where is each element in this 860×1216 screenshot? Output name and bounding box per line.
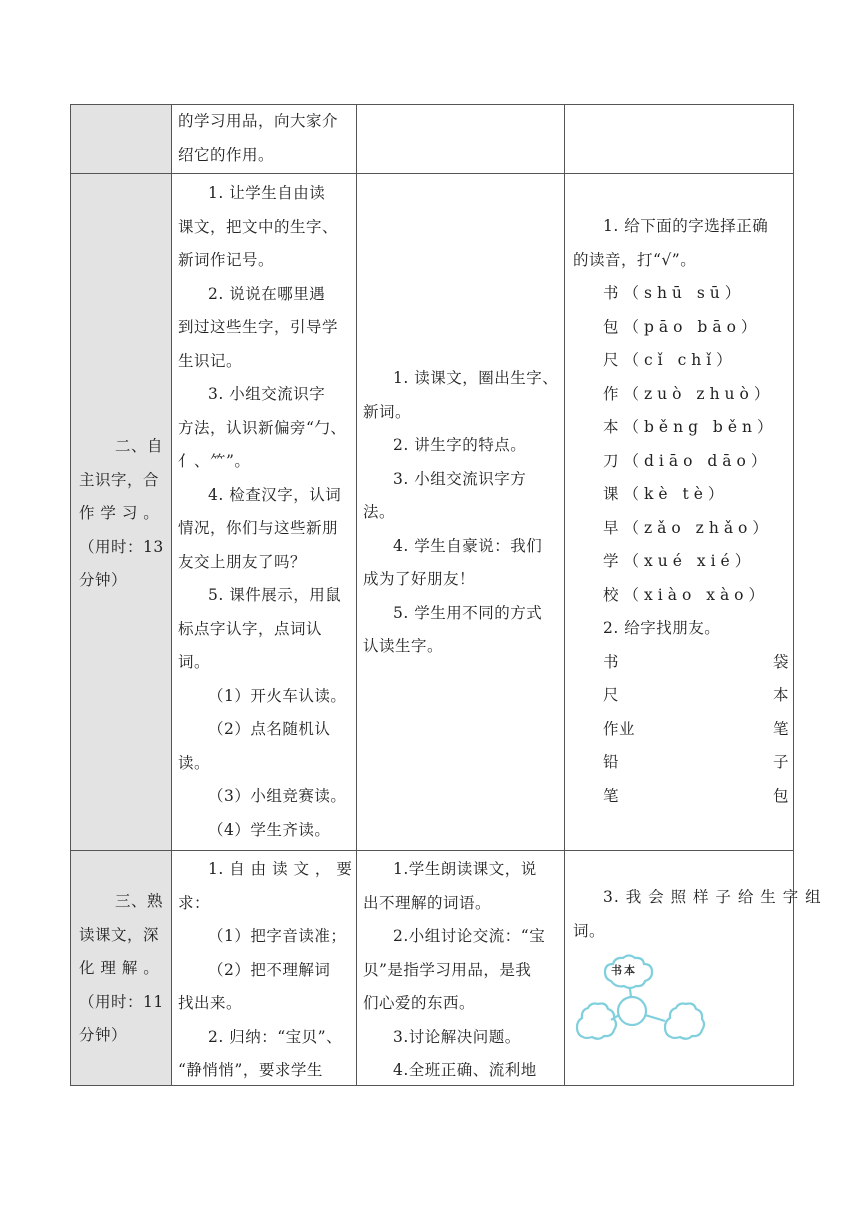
text-line: 绍它的作用。: [178, 145, 275, 164]
text-line: （1）把字音读准；: [208, 927, 347, 945]
text-line: 3. 小组交流识字: [208, 385, 326, 403]
text-line: 作 学 习 。: [79, 504, 160, 522]
text-line: 2. 讲生字的特点。: [393, 436, 527, 454]
reading-option: 刀（diāo dāo）: [603, 451, 772, 470]
text-line: （4）学生齐读。: [208, 820, 331, 839]
row2-stage-title: [79, 430, 167, 598]
word-cloud-diagram: [575, 945, 705, 1045]
text-line: 5. 课件展示，用鼠: [208, 586, 342, 604]
text-line: （2）把不理解词: [208, 960, 331, 979]
text-line: 1. 自 由 读 文 ， 要: [208, 860, 353, 878]
text-line: 情况，你们与这些新朋: [178, 519, 339, 537]
left-cloud: [577, 1004, 616, 1039]
pair-right: 笔: [772, 719, 789, 738]
lesson-plan-table: [70, 104, 822, 1086]
pair-left: 尺: [603, 686, 620, 704]
text-line: 法。: [363, 503, 396, 521]
text-line: 4.全班正确、流利地: [393, 1061, 537, 1079]
reading-option: 学（xué xié）: [603, 552, 756, 570]
text-line: 到过这些生字，引导学: [178, 318, 339, 336]
text-line: 1. 让学生自由读: [208, 184, 326, 202]
word-pair: [573, 746, 789, 780]
text-line: 5. 学生用不同的方式: [393, 603, 543, 622]
text-line: 2. 说说在哪里遇: [208, 284, 326, 303]
pair-left: 书: [603, 652, 620, 671]
pair-right: 本: [772, 686, 789, 704]
text-line: 三、熟: [115, 892, 164, 910]
pair-right: 子: [772, 753, 789, 771]
reading-option: 校（xiào xào）: [603, 585, 770, 604]
pair-left: 作业: [603, 719, 636, 738]
reading-option: 作（zuò zhuò）: [603, 384, 775, 403]
text-line: 词。: [573, 921, 606, 940]
text-line: （2）点名随机认: [208, 720, 331, 738]
reading-option: 包（pāo bāo）: [603, 317, 762, 336]
text-line: 课文，把文中的生字、: [178, 217, 339, 236]
row3-teacher-activities: [178, 853, 354, 1088]
pair-left: 铅: [603, 753, 620, 771]
text-line: 的读音，打“√”。: [573, 250, 697, 269]
text-line: （用时：13: [79, 537, 164, 556]
text-line: 贝”是指学习用品，是我: [363, 960, 532, 979]
row2-exercises: [573, 210, 793, 813]
text-line: 方法，认识新偏旁“勹、: [178, 418, 347, 437]
text-line: 亻、⺮”。: [178, 452, 251, 470]
text-line: 1. 给下面的字选择正确: [603, 217, 769, 235]
pair-right: 袋: [772, 652, 789, 671]
text-line: 读。: [178, 753, 211, 772]
text-line: 4. 学生自豪说：我们: [393, 536, 543, 555]
text-line: 3. 小组交流识字方: [393, 469, 527, 488]
reading-option: 本（běng běn）: [603, 418, 778, 436]
text-line: 的学习用品，向大家介: [178, 112, 339, 130]
text-line: 找出来。: [178, 994, 243, 1012]
text-line: （1）开火车认读。: [208, 686, 347, 705]
text-line: 们心爱的东西。: [363, 994, 476, 1012]
word-pair: [573, 646, 789, 680]
row1-label-cell: [71, 105, 171, 173]
text-line: 主识字，合: [79, 470, 160, 489]
pair-left: 笔: [603, 786, 620, 805]
reading-option: 早（zǎo zhǎo）: [603, 518, 773, 537]
text-line: 2. 归纳：“宝贝”、: [208, 1027, 343, 1046]
text-line: 2.小组讨论交流：“宝: [393, 927, 546, 945]
text-line: 新词。: [363, 402, 412, 421]
text-line: 成为了好朋友！: [363, 570, 476, 588]
text-line: 生识记。: [178, 351, 243, 370]
row3-student-activities: [363, 853, 561, 1088]
text-line: 分钟）: [79, 571, 128, 589]
text-line: “静悄悄”，要求学生: [178, 1061, 323, 1079]
text-line: 新词作记号。: [178, 251, 275, 269]
text-line: （用时：11: [79, 992, 164, 1011]
word-pair: [573, 780, 789, 814]
diagram-label: 书本: [611, 964, 637, 977]
reading-option: 课（kè tè）: [603, 485, 729, 503]
text-line: 1. 读课文，圈出生字、: [393, 369, 559, 387]
text-line: 1.学生朗读课文，说: [393, 860, 537, 878]
text-line: 出不理解的词语。: [363, 893, 492, 912]
right-cloud: [665, 1004, 704, 1039]
pair-right: 包: [772, 786, 789, 805]
center-circle: [618, 997, 646, 1025]
text-line: 化 理 解 。: [79, 959, 160, 977]
row2-teacher-activities: [178, 177, 354, 847]
text-line: 二、自: [115, 437, 164, 455]
text-line: 4. 检查汉字，认词: [208, 485, 342, 504]
text-line: 3.讨论解决问题。: [393, 1027, 521, 1046]
row2-student-activities: [363, 362, 561, 664]
text-line: 读课文，深: [79, 925, 160, 944]
text-line: 认读生字。: [363, 637, 444, 655]
reading-option: 书（shū sū）: [603, 284, 746, 302]
text-line: 分钟）: [79, 1026, 128, 1044]
text-line: 友交上朋友了吗？: [178, 552, 307, 571]
text-line: 3. 我 会 照 样 子 给 生 字 组: [603, 888, 822, 906]
row1-col2-text: [178, 105, 354, 172]
word-pair: [573, 713, 789, 747]
text-line: 2. 给字找朋友。: [603, 619, 721, 637]
row3-stage-title: [79, 885, 167, 1053]
text-line: 词。: [178, 653, 211, 671]
word-pair: [573, 679, 789, 713]
reading-option: 尺（cǐ chǐ）: [603, 351, 737, 369]
text-line: 求：: [178, 893, 211, 912]
row3-exercises: [573, 881, 822, 948]
text-line: （3）小组竞赛读。: [208, 787, 347, 805]
text-line: 标点字认字，点词认: [178, 619, 323, 638]
